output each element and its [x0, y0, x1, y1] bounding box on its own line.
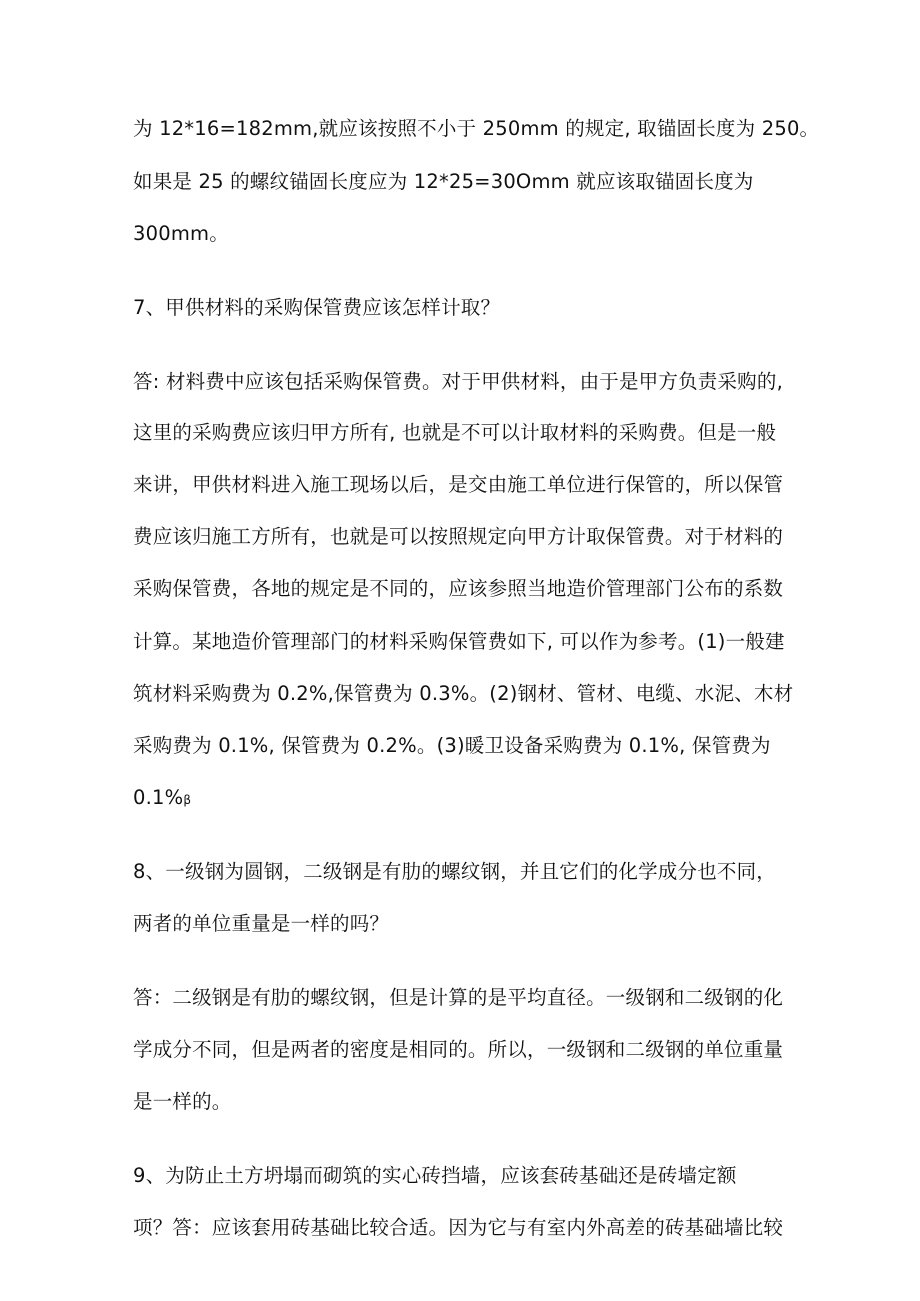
question-8-heading: 两者的单位重量是一样的吗？ [133, 912, 390, 935]
answer-8-line: 是一样的。 [133, 1090, 232, 1113]
text-line: 为 12*16=182mm,就应该按照不小于 250mm 的规定, 取锚固长度为 250。 [133, 117, 820, 140]
question-9-heading: 项？答：应该套用砖基础比较合适。因为它与有室内外高差的砖基础墙比较 [133, 1216, 784, 1239]
answer-7-line: 采购费为 0.1%, 保管费为 0.2%。(3)暖卫设备采购费为 0.1%, 保管费为 [133, 734, 771, 757]
answer-8-line: 学成分不同，但是两者的密度是相同的。所以，一级钢和二级钢的单位重量 [133, 1038, 784, 1061]
answer-7-line: 这里的采购费应该归甲方所有, 也就是不可以计取材料的采购费。但是一般 [133, 421, 777, 444]
question-7-heading: 7、甲供材料的采购保管费应该怎样计取？ [133, 296, 501, 319]
text-line: 如果是 25 的螺纹锚固长度应为 12*25=30Omm 就应该取锚固长度为 [133, 170, 754, 193]
answer-7-last-text: 0.1% [133, 786, 184, 809]
question-9-heading: 9、为防止土方坍塌而砌筑的实心砖挡墙，应该套砖基础还是砖墙定额 [133, 1164, 737, 1187]
answer-7-line: 答: 材料费中应该包括采购保管费。对于甲供材料，由于是甲方负责采购的, [133, 370, 783, 393]
answer-7-line: 筑材料采购费为 0.2%,保管费为 0.3%。(2)钢材、管材、电缆、水泥、木材 [133, 682, 794, 705]
answer-7-line [133, 785, 813, 813]
answer-7-line: 采购保管费，各地的规定是不同的，应该参照当地造价管理部门公布的系数 [133, 577, 784, 600]
answer-7-line: 费应该归施工方所有，也就是可以按照规定向甲方计取保管费。对于材料的 [133, 525, 784, 548]
text-line: 300mm。 [133, 222, 229, 245]
answer-7-line: 计算。某地造价管理部门的材料采购保管费如下, 可以作为参考。(1)一般建 [133, 630, 785, 653]
answer-8-line: 答：二级钢是有肋的螺纹钢，但是计算的是平均直径。一级钢和二级钢的化 [133, 986, 784, 1009]
trailing-mark: β [183, 793, 192, 807]
question-8-heading: 8、一级钢为圆钢，二级钢是有肋的螺纹钢，并且它们的化学成分也不同， [133, 860, 777, 883]
answer-7-line: 来讲，甲供材料进入施工现场以后，是交由施工单位进行保管的，所以保管 [133, 473, 784, 496]
